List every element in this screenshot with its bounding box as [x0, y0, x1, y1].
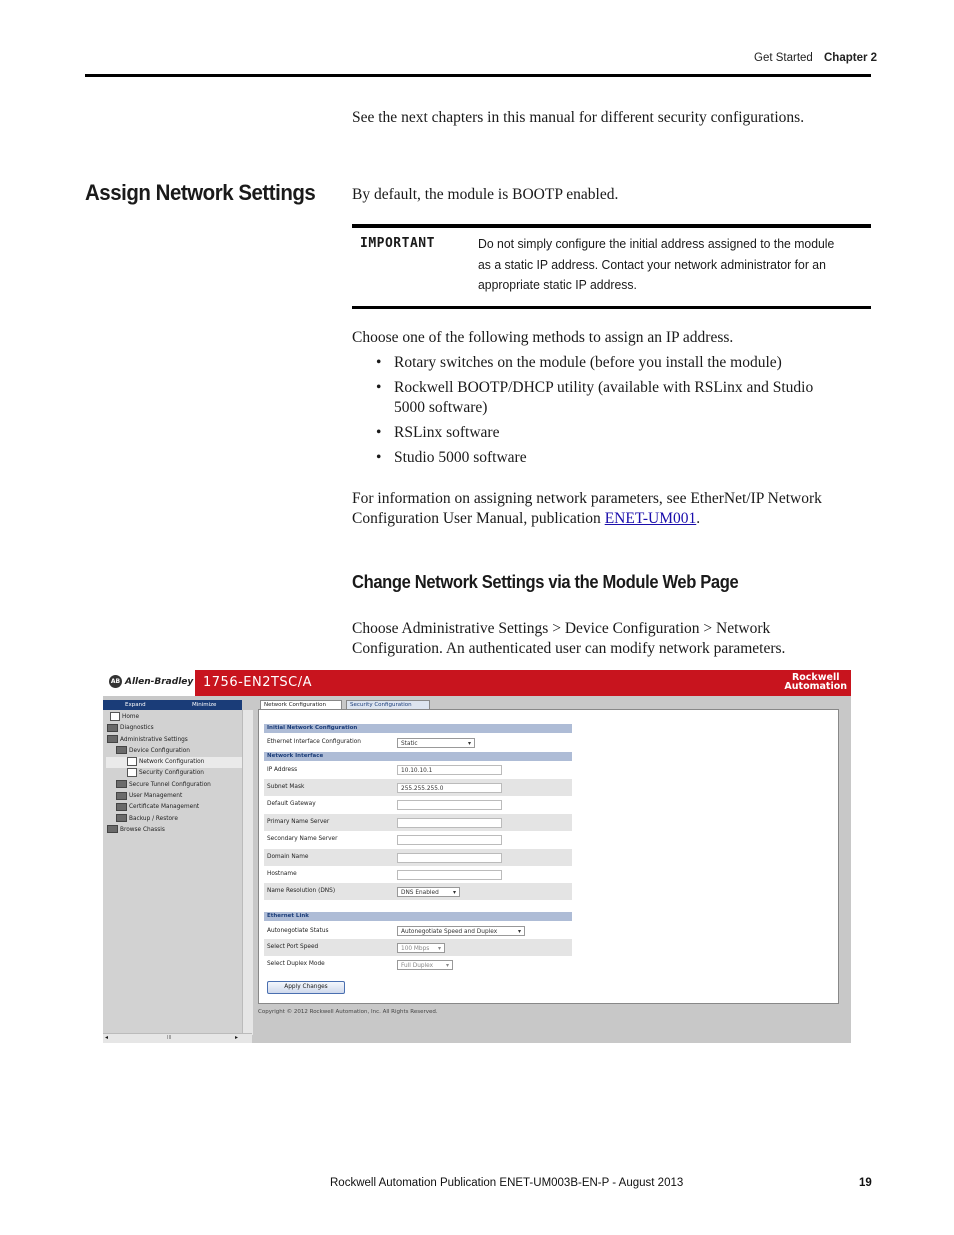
- intro-text: See the next chapters in this manual for different security configurations.: [352, 109, 805, 126]
- header-chapter: Chapter 2: [824, 52, 878, 64]
- important-top-rule: [352, 224, 871, 228]
- hostname-input[interactable]: [397, 870, 502, 880]
- expand-button[interactable]: Expand: [125, 702, 146, 708]
- info-end: .: [696, 510, 701, 527]
- methods-list: [374, 353, 814, 473]
- row-duplex-mode: Select Duplex Mode: [267, 961, 325, 967]
- duplex-mode-select[interactable]: Full Duplex ▾: [397, 960, 453, 970]
- row-autonegotiate: Autonegotiate Status: [267, 928, 329, 934]
- list-item: • RSLinx software: [374, 423, 814, 443]
- row-primary-name-server: Primary Name Server: [264, 814, 572, 831]
- section-ethernet-link: Ethernet Link: [264, 912, 572, 921]
- important-text: Do not simply configure the initial address assigned to the module as a static IP address. Contact your network administrator for an appropriate static IP address.: [478, 236, 835, 292]
- page-icon: [127, 757, 137, 766]
- list-item: • Studio 5000 software: [374, 448, 814, 468]
- apply-changes-button[interactable]: Apply Changes: [267, 981, 345, 994]
- tree-label: User Management: [129, 793, 183, 800]
- scroll-thumb[interactable]: III: [167, 1035, 172, 1041]
- product-name: 1756-EN2TSC/A: [203, 675, 313, 690]
- sidebar-item-device-config[interactable]: [106, 746, 244, 757]
- methods-intro: Choose one of the following methods to assign an IP address.: [352, 329, 734, 346]
- sidebar-item-secure-tunnel[interactable]: [106, 780, 244, 791]
- sidebar-horizontal-scrollbar[interactable]: [103, 1033, 252, 1043]
- copyright-text: Copyright © 2012 Rockwell Automation, Inc. All Rights Reserved.: [258, 1009, 438, 1015]
- folder-icon: [116, 803, 127, 811]
- folder-icon: [107, 735, 118, 743]
- rockwell-logo: [784, 673, 847, 691]
- default-gateway-input[interactable]: [397, 800, 502, 810]
- sidebar-item-diagnostics[interactable]: [106, 723, 244, 734]
- ra-line1: Rockwell: [791, 672, 840, 683]
- tree-label: Device Configuration: [129, 747, 190, 754]
- tree-label: Security Configuration: [139, 770, 204, 777]
- scroll-left-icon[interactable]: ◂: [105, 1034, 109, 1041]
- sub-heading: Change Network Settings via the Module Web Page: [352, 572, 739, 592]
- list-item: • Rotary switches on the module (before you install the module): [374, 353, 814, 373]
- title-bar: [195, 670, 851, 696]
- tree-label: Diagnostics: [120, 725, 154, 732]
- row-port-speed: Select Port Speed: [264, 939, 572, 956]
- tab-network-configuration[interactable]: Network Configuration: [260, 700, 342, 709]
- port-speed-select[interactable]: 100 Mbps ▾: [397, 943, 445, 953]
- primary-name-server-input[interactable]: [397, 818, 502, 828]
- web-page-screenshot: [103, 670, 851, 1043]
- row-subnet-mask: Subnet Mask: [264, 779, 572, 796]
- domain-name-input[interactable]: [397, 853, 502, 863]
- sidebar-item-network-config[interactable]: [106, 757, 244, 768]
- important-bottom-rule: [352, 306, 871, 309]
- sidebar-item-cert-mgmt[interactable]: [106, 802, 244, 813]
- page-number: 19: [859, 1177, 872, 1189]
- tree-label: Certificate Management: [129, 804, 200, 811]
- sub-text: Choose Administrative Settings > Device Configuration > Network Configuration. An authenticated user can modify network parameters.: [352, 620, 786, 657]
- folder-icon: [116, 780, 127, 788]
- row-secondary-name-server: Secondary Name Server: [267, 836, 338, 842]
- page-icon: [127, 768, 137, 777]
- autonegotiate-select[interactable]: Autonegotiate Speed and Duplex ▾: [397, 926, 525, 936]
- sidebar-header: [103, 700, 242, 710]
- tab-security-configuration[interactable]: Security Configuration: [346, 700, 430, 709]
- ra-line2: Automation: [784, 681, 847, 692]
- brand-name: Allen-Bradley: [125, 677, 194, 687]
- folder-icon: [107, 825, 118, 833]
- row-hostname: Hostname: [267, 871, 297, 877]
- folder-icon: [107, 724, 118, 732]
- tree-label: Browse Chassis: [120, 826, 165, 833]
- sidebar-item-backup[interactable]: [106, 814, 244, 825]
- header-rule: [85, 74, 871, 77]
- secondary-name-server-input[interactable]: [397, 835, 502, 845]
- row-ip-address: IP Address: [267, 767, 298, 773]
- dns-select[interactable]: DNS Enabled ▾: [397, 887, 460, 897]
- row-domain-name: Domain Name: [264, 849, 572, 866]
- tree-label: Secure Tunnel Configuration: [129, 781, 211, 788]
- info-text: For information on assigning network parameters, see EtherNet/IP Network Configuration User Manual, publication: [352, 490, 822, 527]
- sidebar-item-home[interactable]: [106, 712, 244, 723]
- ethernet-interface-select[interactable]: Static ▾: [397, 738, 475, 748]
- scroll-right-icon[interactable]: ▸: [235, 1034, 239, 1041]
- info-paragraph: [352, 489, 857, 529]
- tree-label: Home: [122, 714, 140, 720]
- section-initial-config: Initial Network Configuration: [264, 724, 572, 733]
- folder-icon: [116, 814, 127, 822]
- tree-label: Administrative Settings: [120, 736, 188, 743]
- default-text: By default, the module is BOOTP enabled.: [352, 186, 619, 203]
- sidebar-item-admin[interactable]: [106, 735, 244, 746]
- tree-label: Network Configuration: [139, 759, 205, 766]
- row-ethernet-interface-config: Ethernet Interface Configuration: [267, 739, 361, 745]
- brand: [109, 675, 193, 688]
- section-network-interface: Network Interface: [264, 752, 572, 761]
- page-heading: Assign Network Settings: [85, 180, 316, 205]
- footer-publication: Rockwell Automation Publication ENET-UM003B-EN-P - August 2013: [330, 1177, 684, 1189]
- tree-label: Backup / Restore: [129, 815, 178, 822]
- minimize-button[interactable]: Minimize: [192, 702, 217, 708]
- sidebar-item-browse-chassis[interactable]: [106, 825, 244, 836]
- important-label: IMPORTANT: [360, 236, 435, 251]
- row-default-gateway: Default Gateway: [267, 801, 316, 807]
- publication-link[interactable]: ENET-UM001: [604, 510, 697, 527]
- sidebar-item-security-config[interactable]: [106, 768, 244, 779]
- sidebar-item-user-mgmt[interactable]: [106, 791, 244, 802]
- list-item: • Rockwell BOOTP/DHCP utility (available with RSLinx and Studio 5000 software): [374, 378, 814, 418]
- folder-icon: [116, 792, 127, 800]
- nav-tree: [106, 712, 244, 836]
- page-icon: [110, 712, 120, 721]
- subnet-mask-input[interactable]: 255.255.255.0: [397, 783, 502, 793]
- ip-address-input[interactable]: 10.10.10.1: [397, 765, 502, 775]
- folder-open-icon: [116, 746, 127, 754]
- header-section: Get Started: [754, 52, 813, 64]
- sidebar-vertical-scrollbar[interactable]: [242, 710, 253, 1035]
- row-name-resolution: Name Resolution (DNS): [264, 883, 572, 900]
- ab-logo-icon: AB: [109, 675, 122, 688]
